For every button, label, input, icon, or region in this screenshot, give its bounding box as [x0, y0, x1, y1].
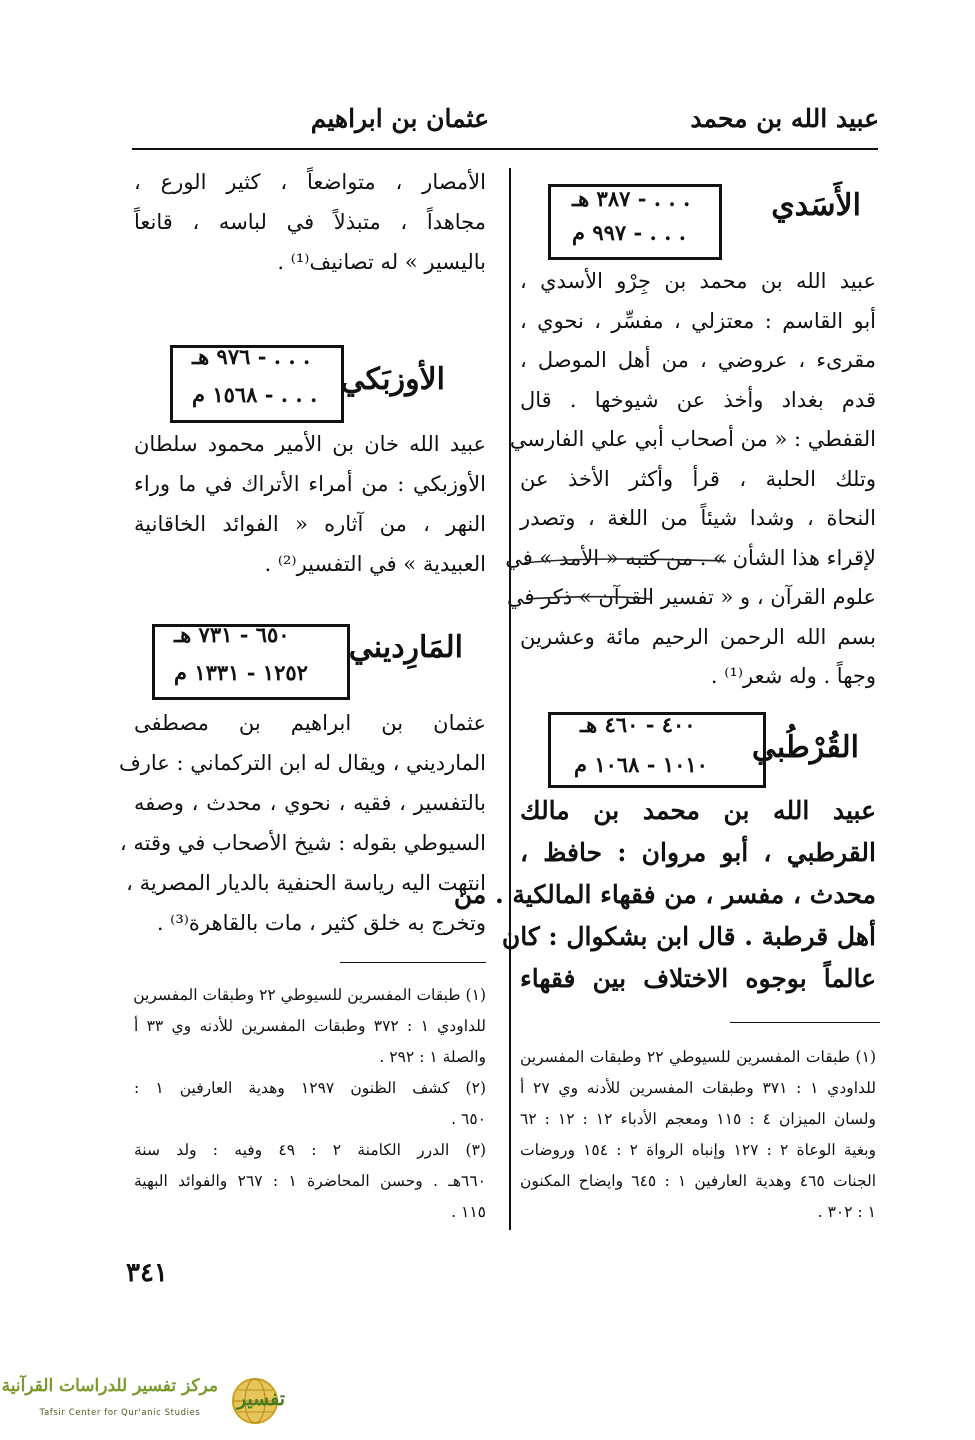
footnote-line: والصلة ١ : ٢٩٢ .	[379, 1048, 486, 1066]
entry-name-asadi: الأَسَدي	[771, 188, 861, 223]
entry-name-qurtubi: القُرْطُبي	[751, 730, 859, 765]
text-line: بسم الله الرحمن الرحيم مائة وعشرين	[520, 624, 876, 649]
footnotes-right	[520, 1042, 876, 1228]
continuation-text	[134, 162, 486, 282]
entry-name-uzbaki: الأوزبَكي	[340, 362, 445, 397]
handwritten-underline	[520, 555, 730, 605]
date-gregorian-qurtubi: ١٠١٠ - ١٠٦٨ م	[574, 752, 708, 777]
text-line: القرطبي ، أبو مروان : حافظ ،	[520, 838, 876, 867]
text-line: القفطي : « من أصحاب أبي علي الفارسي	[509, 427, 876, 451]
date-gregorian-asadi: . . . - ٩٩٧ م	[572, 220, 687, 245]
footnote-line: (١) طبقات المفسرين للسيوطي ٢٢ وطبقات المفسرين	[133, 986, 486, 1004]
text-line: عبيد الله خان بن الأمير محمود سلطان	[134, 432, 486, 456]
footnote-line: (١) طبقات المفسرين للسيوطي ٢٢ وطبقات المفسرين	[520, 1048, 876, 1066]
footnote-line: وبغية الوعاة ٢ : ١٢٧ وإنباه الرواة ٢ : ١٥٤ وروضات	[520, 1141, 877, 1159]
text-line: مجاهداً ، متبذلاً في لباسه ، قانعاً	[134, 210, 486, 234]
text-line: محدث ، مفسر ، من فقهاء المالكية . من	[453, 880, 876, 909]
footnotes-left	[134, 980, 486, 1228]
footnote-line: ١١٥ .	[451, 1203, 486, 1221]
text-line: انتهت اليه رياسة الحنفية بالديار المصرية ،	[126, 871, 486, 895]
text-line: عالماً بوجوه الاختلاف بين فقهاء	[520, 964, 876, 993]
date-gregorian-uzbaki: . . . - ١٥٦٨ م	[192, 382, 318, 407]
footnote-line: للداودي ١ : ٣٧٢ وطبقات المفسرين للأدنه وي ٣٣ أ	[134, 1017, 486, 1035]
text-line: علوم القرآن ، و « تفسير القرآن » ذكر في	[506, 585, 876, 609]
text-line: النهر ، من آثاره « الفوائد الخاقانية	[134, 512, 486, 536]
page-number: ٣٤١	[126, 1258, 168, 1288]
text-line: مقرىء ، عروضي ، من أهل الموصل ،	[520, 348, 876, 372]
column-divider	[509, 168, 511, 1230]
entry-body-mardini	[119, 703, 486, 943]
text-line: عبيد الله بن محمد بن مالك	[520, 796, 876, 825]
entry-body-qurtubi	[453, 790, 876, 1000]
running-header-right: عبيد الله بن محمد	[690, 104, 879, 133]
footnote-line: (٣) الدرر الكامنة ٢ : ٤٩ وفيه : ولد سنة	[134, 1141, 486, 1159]
entry-body-uzbaki	[134, 424, 486, 584]
text-line: وتخرج به خلق كثير ، مات بالقاهرة⁽³⁾ .	[156, 911, 486, 935]
header-rule	[132, 148, 878, 150]
tafsir-center-logo	[1, 1374, 290, 1428]
text-line: لإقراء هذا الشأن » . من كتبه « الأمد » في	[505, 545, 876, 570]
entry-name-mardini: المَارِديني	[348, 630, 463, 665]
text-line: قدم بغداد وأخذ عن شيوخها . قال	[520, 387, 876, 412]
logo-arabic-text: مركز تفسير للدراسات القرآنية	[1, 1376, 218, 1396]
text-line: الأوزبكي : من أمراء الأتراك في ما وراء	[134, 472, 486, 496]
date-hijri-mardini: ٦٥٠ - ٧٣١ هـ	[174, 622, 290, 647]
footnote-line: ٦٦٠هـ . وحسن المحاضرة ١ : ٢٦٧ والفوائد البهية	[134, 1172, 487, 1190]
text-line: باليسير » له تصانيف⁽¹⁾ .	[277, 250, 486, 274]
date-hijri-qurtubi: ٤٠٠ - ٤٦٠ هـ	[580, 712, 696, 737]
footnote-line: للداودي ١ : ٣٧١ وطبقات المفسرين للأدنه وي ٢٧ أ	[520, 1079, 876, 1097]
date-hijri-uzbaki: . . . - ٩٧٦ هـ	[192, 344, 311, 369]
text-line: عثمان بن ابراهيم بن مصطفى	[134, 711, 486, 735]
entry-body-asadi	[505, 262, 876, 697]
text-line: أهل قرطبة . قال ابن بشكوال : كان	[501, 922, 876, 951]
date-hijri-asadi: . . . - ٣٨٧ هـ	[572, 186, 691, 211]
footnote-separator-left	[340, 962, 486, 963]
text-line: وجهاً . وله شعر⁽¹⁾ .	[710, 664, 876, 688]
footnote-line: ٦٥٠ .	[451, 1110, 486, 1128]
text-line: السيوطي بقوله : شيخ الأصحاب في وقته ،	[119, 831, 486, 855]
text-line: العبيدية » في التفسير⁽²⁾ .	[264, 552, 486, 576]
footnote-line: ١ : ٣٠٢ .	[817, 1203, 876, 1221]
text-line: بالتفسير ، فقيه ، نحوي ، محدث ، وصفه	[134, 791, 486, 815]
running-header-left: عثمان بن ابراهيم	[310, 104, 489, 133]
text-line: أبو القاسم : معتزلي ، مفسِّر ، نحوي ،	[520, 308, 876, 333]
footnote-separator-right	[730, 1022, 880, 1023]
footnote-line: ولسان الميزان ٤ : ١١٥ ومعجم الأدباء ١٢ : ١٢ : ٦٢	[520, 1110, 877, 1128]
date-gregorian-mardini: ١٢٥٢ - ١٣٣١ م	[174, 660, 308, 685]
logo-english-text: Tafsir Center for Qur'anic Studies	[39, 1408, 201, 1418]
footnote-line: (٢) كشف الظنون ١٢٩٧ وهدية العارفين ١ :	[134, 1079, 486, 1097]
text-line: المارديني ، ويقال له ابن التركماني : عارف	[119, 751, 486, 775]
text-line: الأمصار ، متواضعاً ، كثير الورع ،	[134, 170, 486, 194]
text-line: عبيد الله بن محمد بن جِرْو الأسدي ،	[520, 269, 876, 293]
text-line: وتلك الحلبة ، قرأ وأكثر الأخذ عن	[520, 466, 876, 491]
text-line: النحاة ، وشدا شيئاً من اللغة ، وتصدر	[520, 506, 876, 530]
footnote-line: الجنات ٤٦٥ وهدية العارفين ١ : ٦٤٥ وايضاح المكنون	[520, 1172, 876, 1190]
logo-emblem-text: تفسير	[236, 1388, 286, 1410]
